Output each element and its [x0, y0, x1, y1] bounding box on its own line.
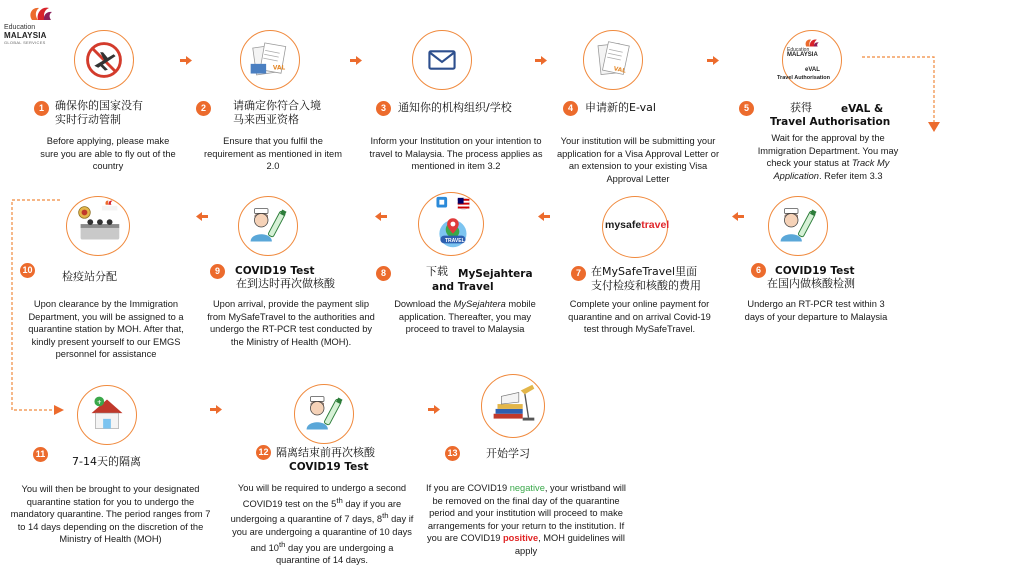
document-icon: [241, 31, 299, 89]
step12-title-en: COVID19 Test: [289, 461, 369, 473]
step6-icon-circle: [768, 196, 828, 256]
arrow-right-icon: [428, 405, 440, 414]
svg-text:VAL: VAL: [272, 65, 286, 72]
arrow-left-icon: [196, 212, 208, 221]
emgs-logo: [4, 4, 64, 44]
svg-text:VAL: VAL: [612, 66, 627, 75]
arrow-right-icon: [707, 56, 719, 65]
stay-home-icon: [78, 386, 136, 444]
step7-description: Complete your online payment for quarantine and on arrival Covid-19 test through MySafeTravel.: [568, 299, 711, 335]
step5-title-en: eVAL &: [841, 103, 884, 115]
arrow-left-icon: [732, 212, 744, 221]
step2-icon-circle: [240, 30, 300, 90]
step5-icon-text-education: Education: [787, 47, 810, 53]
step12-description: You will be required to undergo a second COVID19 test on the 5th day if you are undergoing a quarantine of 7 days, 8th day if you are undergoing a quarantine of 10 days and 10th day you are undergoing a quarantine of 14 days.: [230, 483, 414, 566]
no-flight-icon: [75, 31, 133, 89]
step7-title-zh: 在MySafeTravel里面: [591, 265, 698, 278]
step5-icon-text-malaysia: MALAYSIA: [787, 52, 818, 58]
step5-icon-text-eval: eVAL: [805, 67, 820, 73]
step6-description: Undergo an RT-PCR test within 3 days of your departure to Malaysia: [744, 299, 888, 322]
step4-title-zh: 申请新的E-val: [585, 101, 656, 114]
step5-title-zh: 获得: [790, 101, 812, 114]
step3-description: Inform your Institution on your intention to travel to Malaysia. The process applies as mentioned in item 3.2: [369, 136, 543, 172]
nurse-icon: [769, 197, 827, 255]
svg-text:+: +: [96, 399, 102, 406]
logo-text-malaysia: MALAYSIA: [4, 31, 47, 40]
step9-icon-circle: [238, 196, 298, 256]
step8-title-en: MySejahtera: [458, 268, 533, 280]
step3-number-badge: 3: [376, 101, 391, 116]
step5-icon-circle: [777, 30, 842, 90]
arrow-left-icon: [375, 212, 387, 221]
step9-number-badge: 9: [210, 264, 225, 279]
step6-title-zh: 在国内做核酸检测: [767, 277, 855, 290]
document-icon: [584, 31, 642, 89]
step2-title-zh: 请确定你符合入境: [233, 99, 321, 112]
step13-title-zh: 开始学习: [486, 447, 530, 460]
step13-description: If you are COVID19 negative, your wristband will be removed on the final day of the quarantine period and your institution will proceed to make arrangements for your return to the institution. If you are COVID19 positive, MOH guidelines will apply: [426, 483, 626, 556]
step3-title-zh: 通知你的机构组织/学校: [398, 101, 512, 114]
step2-title-zh-line2: 马来西亚资格: [233, 113, 299, 126]
step1-title-zh: 确保你的国家没有: [55, 99, 143, 112]
step10-icon-circle: [66, 196, 130, 256]
step3-icon-circle: [412, 30, 472, 90]
arrow-right-icon: [535, 56, 547, 65]
step10-description: Upon clearance by the Immigration Department, you will be assigned to a quarantine station by MOH. After that, kindly present yourself to our EMGS personnel for assistance: [28, 299, 184, 360]
step6-title-en: COVID19 Test: [775, 265, 855, 277]
logo-text-global-services: GLOBAL SERVICES: [4, 40, 46, 45]
step12-number-badge: 12: [256, 445, 271, 460]
step8-description: Download the MySejahtera mobile application. Thereafter, you may proceed to travel to Malaysia: [394, 299, 536, 335]
mysejahtera-app-icon: [419, 193, 483, 255]
step12-title-zh: 隔离结束前再次核酸: [276, 446, 375, 459]
arrow-left-icon: [538, 212, 550, 221]
step8-number-badge: 8: [376, 266, 391, 281]
step5-icon-text-travel-authorisation: Travel Authorisation: [777, 75, 830, 81]
step9-description: Upon arrival, provide the payment slip from MySafeTravel to the authorities and undergo the RT-PCR test conducted by the Ministry of Health (MOH).: [207, 299, 375, 347]
step11-title-zh: 7-14天的隔离: [72, 455, 141, 468]
step6-number-badge: 6: [751, 263, 766, 278]
step2-number-badge: 2: [196, 101, 211, 116]
step4-number-badge: 4: [563, 101, 578, 116]
step1-icon-circle: [74, 30, 134, 90]
step13-icon-circle: [481, 374, 545, 438]
step8-icon-circle: [418, 192, 484, 256]
arrow-down-icon: [928, 122, 940, 132]
step2-description: Ensure that you fulfil the requirement as mentioned in item 2.0: [204, 136, 342, 172]
step7-icon-circle: [602, 196, 668, 258]
arrow-right-icon: [350, 56, 362, 65]
step5-number-badge: 5: [739, 101, 754, 116]
step1-title-zh-line2: 实时行动管制: [55, 113, 121, 126]
study-icon: [482, 375, 544, 437]
mysafetravel-logo: mysafetravel: [605, 219, 670, 231]
step5-title-en-line2: Travel Authorisation: [770, 116, 891, 128]
arrow-right-icon: [210, 405, 222, 414]
logo-text-education: Education: [4, 24, 36, 31]
step9-title-en: COVID19 Test: [235, 265, 315, 277]
step9-title-zh: 在到达时再次做核酸: [236, 277, 335, 290]
emgs-logo-mark-icon: [24, 4, 54, 22]
arrow-right-icon: [180, 56, 192, 65]
step7-number-badge: 7: [571, 266, 586, 281]
step4-description: Your institution will be submitting your application for a Visa Approval Letter or an extension to your existing Visa Approval Letter: [556, 136, 720, 184]
email-icon: [413, 31, 471, 89]
step5-description: Wait for the approval by the Immigration Department. You may check your status at Track My Application. Refer item 3.3: [757, 133, 899, 181]
step13-number-badge: 13: [445, 446, 460, 461]
step8-title-zh: 下载: [426, 265, 448, 278]
step1-number-badge: 1: [34, 101, 49, 116]
step1-description: Before applying, please make sure you are able to fly out of the country: [40, 136, 176, 172]
step4-icon-circle: [583, 30, 643, 90]
step11-icon-circle: [77, 385, 137, 445]
step12-icon-circle: [294, 384, 354, 444]
nurse-icon: [239, 197, 297, 255]
step11-number-badge: 11: [33, 447, 48, 462]
step11-description: You will then be brought to your designated quarantine station for you to undergo the mandatory quarantine. The period ranges from 7 to 14 days depending on the discretion of the Ministry of Health (MOH): [10, 484, 211, 545]
step7-title-zh-line2: 支付检疫和核酸的费用: [591, 279, 701, 292]
step10-title-zh: 检疫站分配: [62, 270, 117, 283]
arrow-right-icon: [54, 405, 64, 415]
immigration-counter-icon: [67, 197, 129, 255]
step8-title-en-line2: and Travel: [432, 281, 494, 293]
step8-icon-travel-tag: TRAVEL: [445, 238, 465, 244]
nurse-icon: [295, 385, 353, 443]
step10-number-badge: 10: [20, 263, 35, 278]
